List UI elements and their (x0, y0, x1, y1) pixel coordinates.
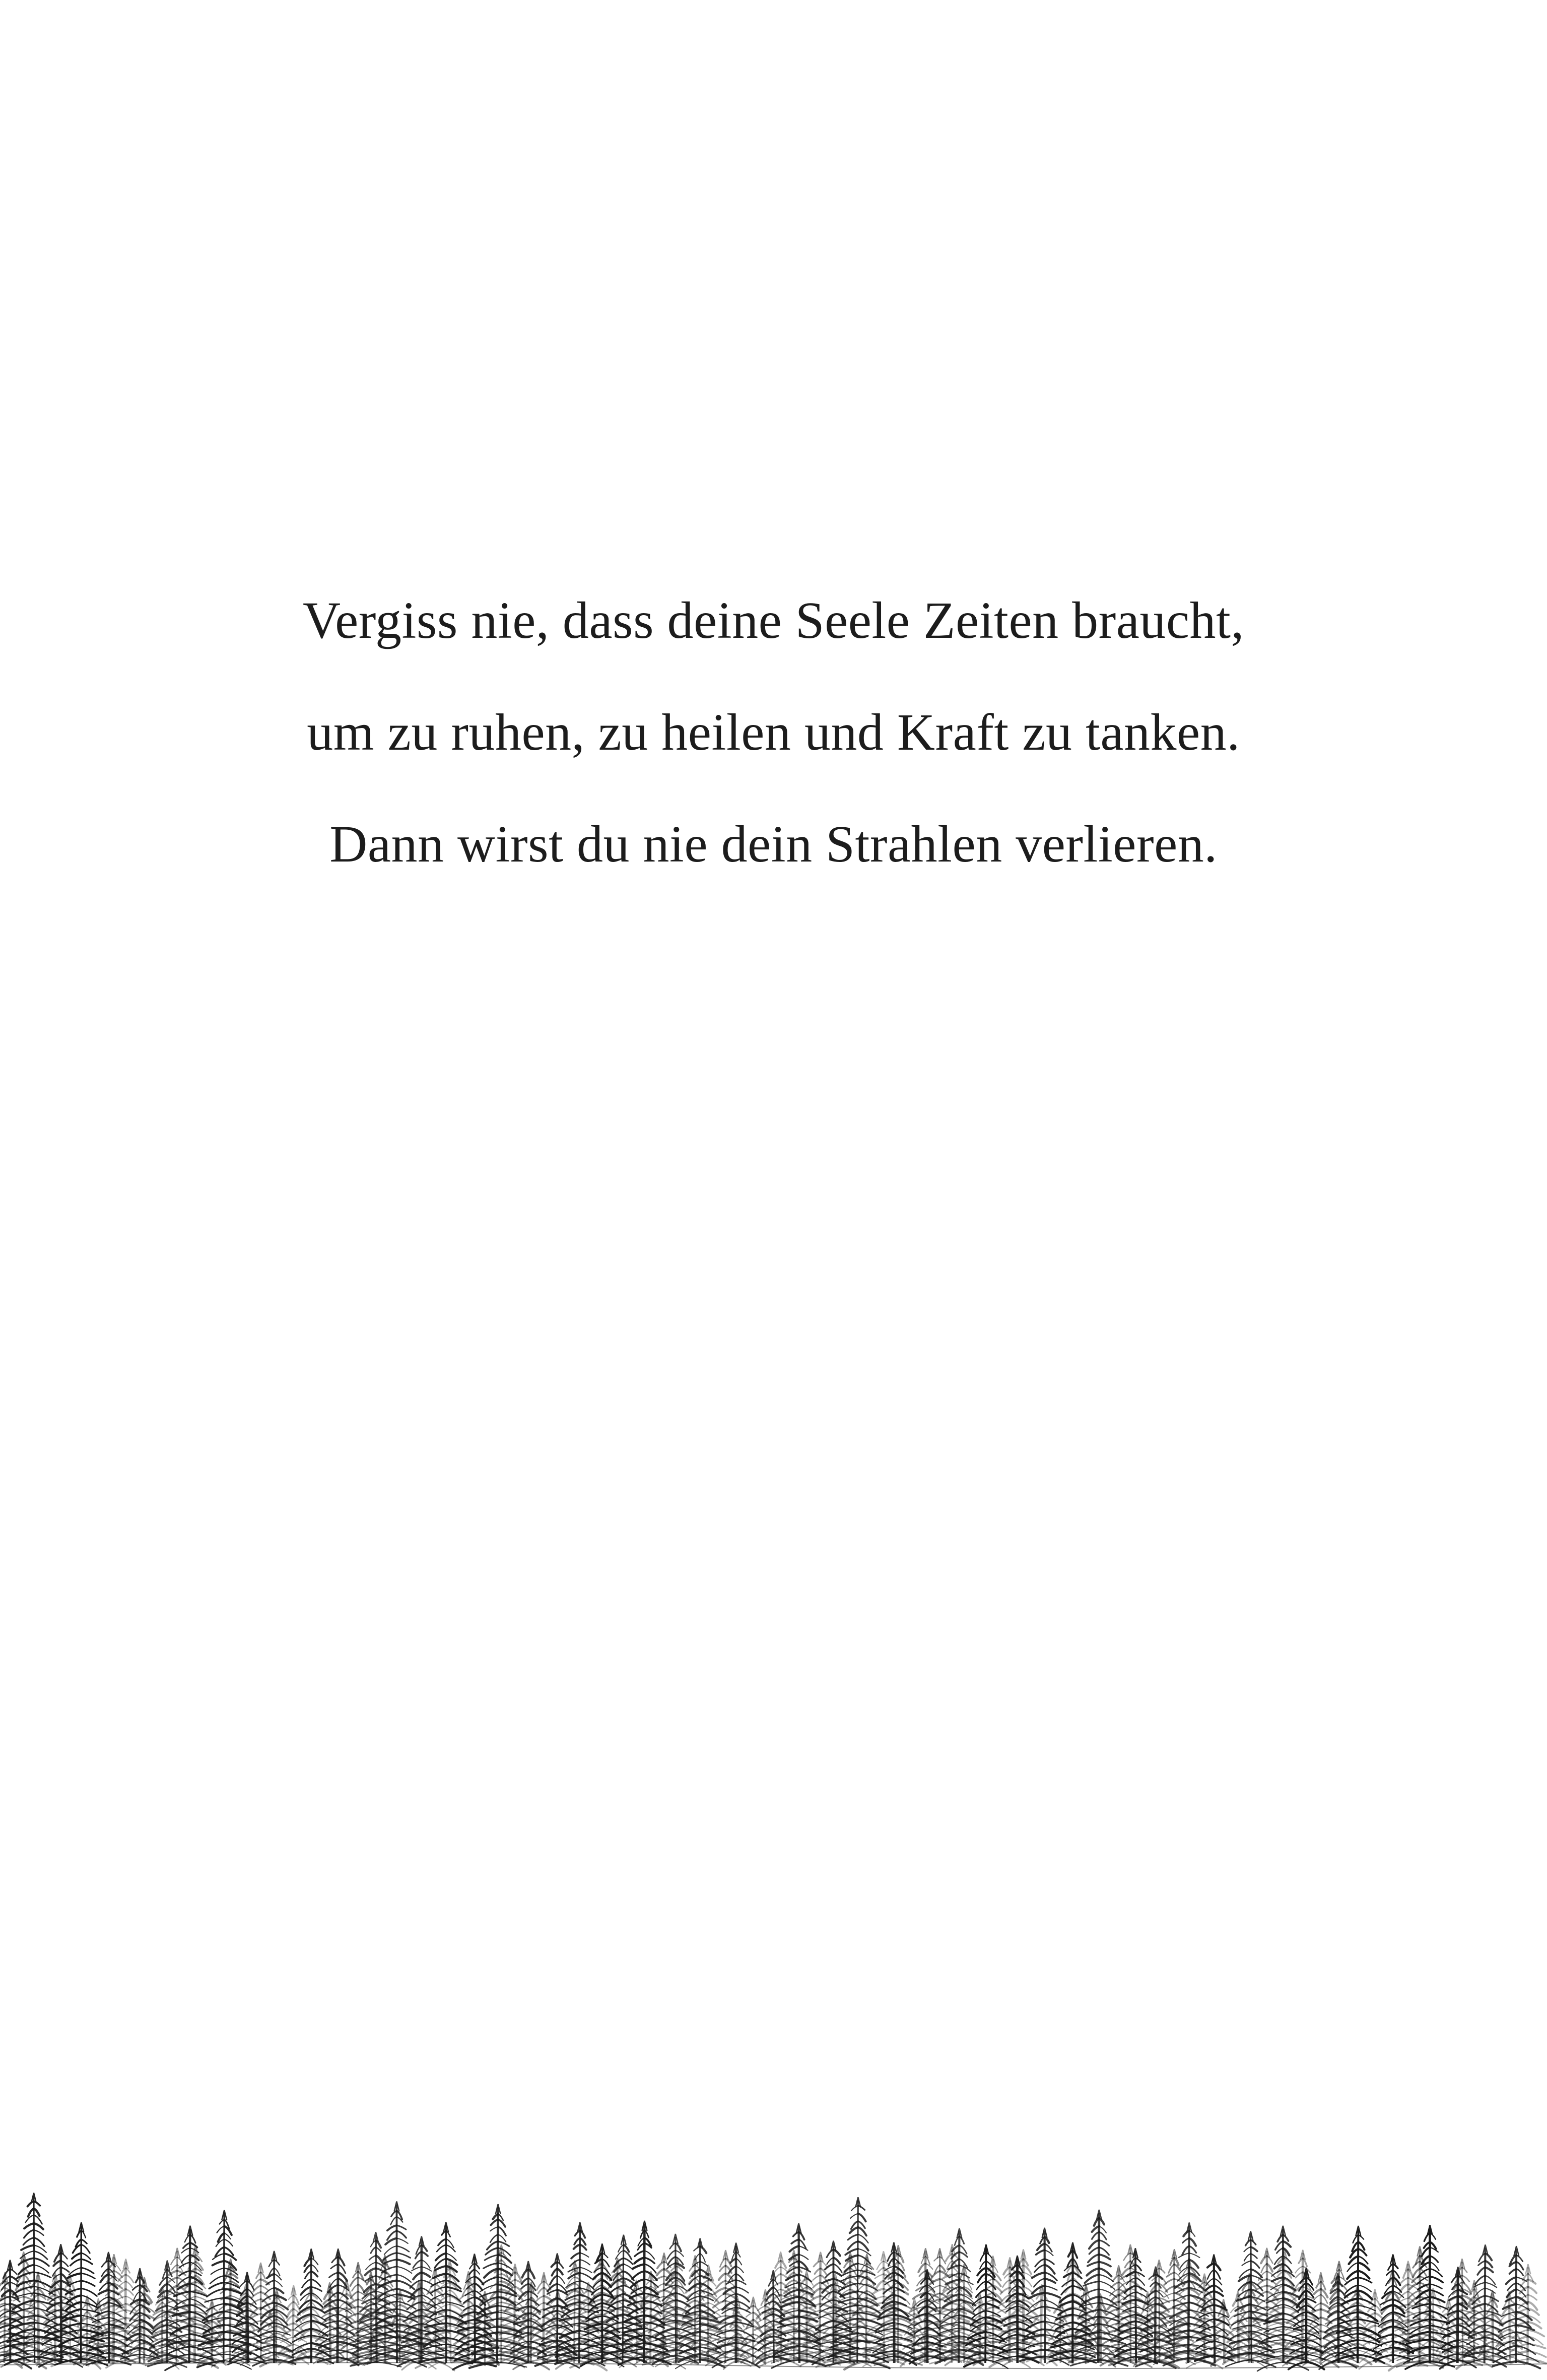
quote-block (0, 591, 1547, 930)
forest-treeline-drawing (0, 2056, 1547, 2380)
quote-line-3: Dann wirst du nie dein Strahlen verlieren. (329, 815, 1218, 873)
forest-illustration (0, 2056, 1547, 2380)
quote-line-2: um zu ruhen, zu heilen und Kraft zu tanken. (307, 703, 1240, 761)
quote-line-1: Vergiss nie, dass deine Seele Zeiten braucht, (303, 591, 1244, 649)
